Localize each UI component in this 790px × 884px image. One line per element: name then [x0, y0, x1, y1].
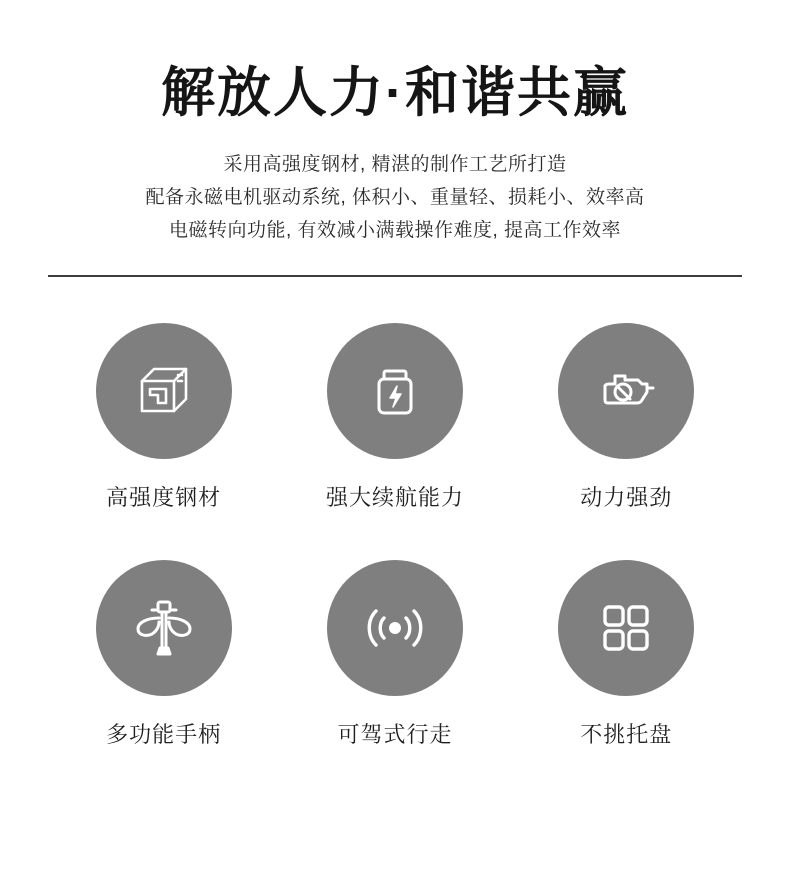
feature-item — [526, 323, 726, 512]
signal-wave-icon — [357, 590, 433, 666]
divider — [48, 275, 742, 277]
battery-icon — [359, 355, 431, 427]
feature-grid — [48, 323, 742, 749]
pallet-grid-icon — [591, 593, 661, 663]
feature-icon-circle — [96, 323, 232, 459]
feature-label: 动力强劲 — [580, 484, 673, 510]
feature-item — [295, 560, 495, 749]
handle-icon — [126, 590, 202, 666]
feature-item — [526, 560, 726, 749]
feature-label: 高强度钢材 — [106, 484, 222, 510]
feature-icon-circle — [96, 560, 232, 696]
subtitle-line-1: 采用高强度钢材, 精湛的制作工艺所打造 — [223, 153, 567, 175]
subtitle-line-2: 配备永磁电机驱动系统, 体积小、重量轻、损耗小、效率高 — [145, 186, 645, 208]
feature-icon-circle — [558, 323, 694, 459]
feature-label: 多功能手柄 — [106, 721, 222, 747]
feature-item — [64, 323, 264, 512]
steel-beam-icon — [128, 355, 200, 427]
feature-label: 强大续航能力 — [325, 484, 464, 510]
engine-icon — [589, 354, 663, 428]
feature-icon-circle — [327, 560, 463, 696]
page-title: 解放人力·和谐共赢 — [161, 63, 629, 123]
subtitle-group — [48, 148, 742, 247]
subtitle-line-3: 电磁转向功能, 有效减小满载操作难度, 提高工作效率 — [168, 219, 622, 241]
feature-icon-circle — [327, 323, 463, 459]
feature-label: 可驾式行走 — [337, 721, 453, 747]
feature-icon-circle — [558, 560, 694, 696]
feature-item — [295, 323, 495, 512]
feature-item — [64, 560, 264, 749]
feature-label: 不挑托盘 — [580, 721, 673, 747]
